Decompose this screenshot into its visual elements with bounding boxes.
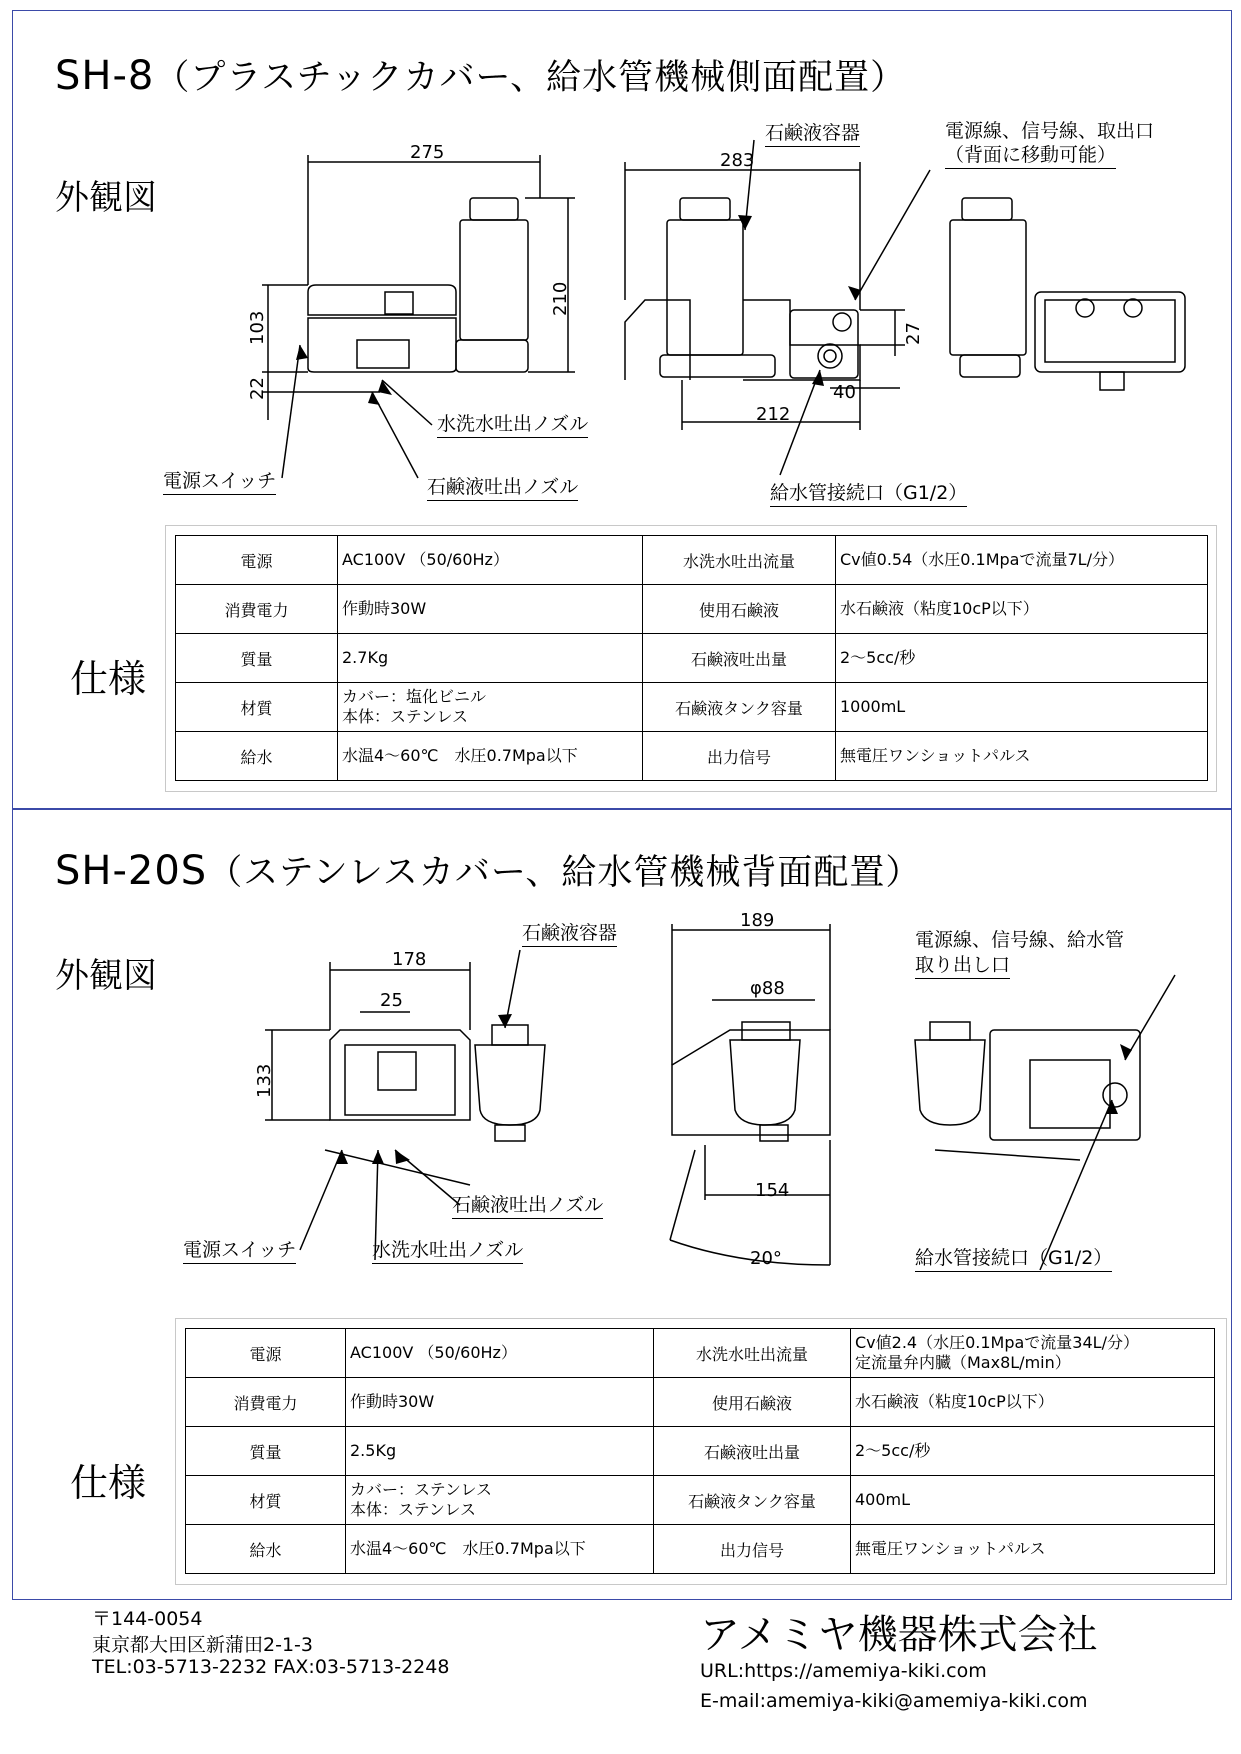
footer-email[interactable]: E-mail:amemiya-kiki@amemiya-kiki.com [700, 1690, 1088, 1712]
sh20s-right-bottle [915, 1040, 985, 1125]
table-row [186, 1476, 1215, 1525]
spec-value: AC100V （50/60Hz） [346, 1329, 654, 1378]
spec-key: 石鹸液タンク容量 [643, 683, 836, 732]
table-row [186, 1525, 1215, 1574]
spec-key: 出力信号 [643, 732, 836, 781]
sh20s-right-plate [1030, 1060, 1110, 1128]
sh8-label-cable-outlet: 電源線、信号線、取出口 [945, 120, 1155, 142]
spec-value: AC100V （50/60Hz） [338, 536, 643, 585]
sh8-dim-210: 210 [550, 281, 571, 316]
spec-value: 2～5cc/秒 [836, 634, 1208, 683]
spec-value: 水石鹸液（粘度10cP以下） [836, 585, 1208, 634]
sh8-label-soap-container: 石鹸液容器 [765, 118, 860, 147]
spec-key: 石鹸液吐出量 [654, 1427, 851, 1476]
spec-key: 出力信号 [654, 1525, 851, 1574]
spec-key: 消費電力 [176, 585, 338, 634]
spec-value: 水温4～60℃ 水圧0.7Mpa以下 [346, 1525, 654, 1574]
sh20s-exterior-heading: 外観図 [55, 956, 157, 996]
sh20s-right-body [990, 1030, 1140, 1140]
spec-key: 使用石鹸液 [654, 1378, 851, 1427]
spec-key: 給水 [186, 1525, 346, 1574]
sh20s-label-supply-port: 給水管接続口（G1/2） [915, 1243, 1112, 1272]
sh20s-center-bottle [730, 1040, 800, 1125]
spec-key: 水洗水吐出流量 [654, 1329, 851, 1378]
sh8-model: SH-8 [55, 53, 155, 99]
spec-value: 作動時30W [338, 585, 643, 634]
spec-value: 2.5Kg [346, 1427, 654, 1476]
sh20s-dim-189: 189 [740, 910, 775, 931]
spec-value: 1000mL [836, 683, 1208, 732]
sh8-label-wash-nozzle: 水洗水吐出ノズル [437, 409, 588, 438]
sh8-subtitle: （プラスチックカバー、給水管機械側面配置） [154, 58, 907, 98]
sh20s-label-cable-outlet-2: 取り出し口 [915, 950, 1010, 979]
sh20s-label-cable-outlet: 電源線、信号線、給水管 [915, 929, 1125, 951]
sh8-label-power-switch: 電源スイッチ [163, 466, 276, 495]
sh20s-dim-154: 154 [755, 1180, 790, 1201]
spec-key: 電源 [186, 1329, 346, 1378]
spec-key: 質量 [176, 634, 338, 683]
sh8-label-supply-port: 給水管接続口（G1/2） [770, 478, 967, 507]
spec-value: Cv値0.54（水圧0.1Mpaで流量7L/分） [836, 536, 1208, 585]
spec-value: カバー：ステンレス 本体：ステンレス [346, 1476, 654, 1525]
sh8-exterior-heading: 外観図 [55, 178, 157, 218]
sh8-dim-212: 212 [756, 404, 791, 425]
spec-key: 材質 [186, 1476, 346, 1525]
footer-address: 東京都大田区新蒲田2-1-3 [92, 1634, 313, 1656]
spec-value: Cv値2.4（水圧0.1Mpaで流量34L/分） 定流量弁内臓（Max8L/min） [851, 1329, 1215, 1378]
sh20s-dim-20deg: 20° [750, 1248, 782, 1269]
spec-key: 消費電力 [186, 1378, 346, 1427]
sh20s-model: SH-20S [55, 848, 208, 894]
footer-postal: 〒144-0054 [92, 1608, 203, 1630]
spec-value: 400mL [851, 1476, 1215, 1525]
spec-key: 材質 [176, 683, 338, 732]
spec-value: 2.7Kg [338, 634, 643, 683]
sh20s-left-panel [378, 1052, 416, 1090]
sh20s-center-body [672, 1030, 830, 1135]
table-row [186, 1329, 1215, 1378]
footer-tel: TEL:03-5713-2232 FAX:03-5713-2248 [92, 1656, 450, 1678]
spec-key: 石鹸液吐出量 [643, 634, 836, 683]
spec-value: 水温4～60℃ 水圧0.7Mpa以下 [338, 732, 643, 781]
sh8-spec-heading: 仕様 [70, 657, 147, 701]
sh20s-left-cap [492, 1025, 528, 1045]
sh8-dim-103: 103 [247, 310, 268, 345]
sh20s-left-cover [330, 1030, 470, 1120]
sh8-dim-275: 275 [410, 142, 445, 163]
spec-key: 水洗水吐出流量 [643, 536, 836, 585]
sh20s-label-soap-container: 石鹸液容器 [522, 918, 617, 947]
spec-value: 水石鹸液（粘度10cP以下） [851, 1378, 1215, 1427]
spec-value: 無電圧ワンショットパルス [836, 732, 1208, 781]
sh20s-spec-heading: 仕様 [70, 1461, 147, 1505]
sh8-label-cable-outlet-note: （背面に移動可能） [945, 140, 1116, 169]
table-row [186, 1378, 1215, 1427]
sh20s-dim-25: 25 [380, 990, 403, 1011]
spec-value: 無電圧ワンショットパルス [851, 1525, 1215, 1574]
sh8-dim-22: 22 [247, 377, 268, 400]
spec-key: 給水 [176, 732, 338, 781]
sh20s-label-soap-nozzle: 石鹸液吐出ノズル [452, 1190, 603, 1219]
spec-key: 石鹸液タンク容量 [654, 1476, 851, 1525]
spec-value: 2～5cc/秒 [851, 1427, 1215, 1476]
table-row [186, 1427, 1215, 1476]
footer-url[interactable]: URL:https://amemiya-kiki.com [700, 1660, 987, 1682]
sh20s-left-bottle [475, 1045, 545, 1125]
spec-value: 作動時30W [346, 1378, 654, 1427]
sh8-dim-27: 27 [903, 322, 924, 345]
sh20s-dim-88: φ88 [750, 978, 785, 999]
spec-value: カバー：塩化ビニル 本体：ステンレス [338, 683, 643, 732]
spec-key: 質量 [186, 1427, 346, 1476]
sh20s-spec-table [185, 1328, 1215, 1574]
spec-key: 電源 [176, 536, 338, 585]
sh8-dim-283: 283 [720, 150, 755, 171]
spec-key: 使用石鹸液 [643, 585, 836, 634]
sh20s-subtitle: （ステンレスカバー、給水管機械背面配置） [207, 853, 922, 893]
sh8-dim-40: 40 [833, 382, 856, 403]
sh8-label-soap-nozzle: 石鹸液吐出ノズル [427, 472, 578, 501]
sh20s-label-power-switch: 電源スイッチ [183, 1235, 296, 1264]
sh20s-label-wash-nozzle: 水洗水吐出ノズル [372, 1235, 523, 1264]
sh20s-dim-178: 178 [392, 949, 427, 970]
footer-company: アメミヤ機器株式会社 [700, 1612, 1098, 1658]
sh20s-dim-133: 133 [254, 1063, 275, 1098]
